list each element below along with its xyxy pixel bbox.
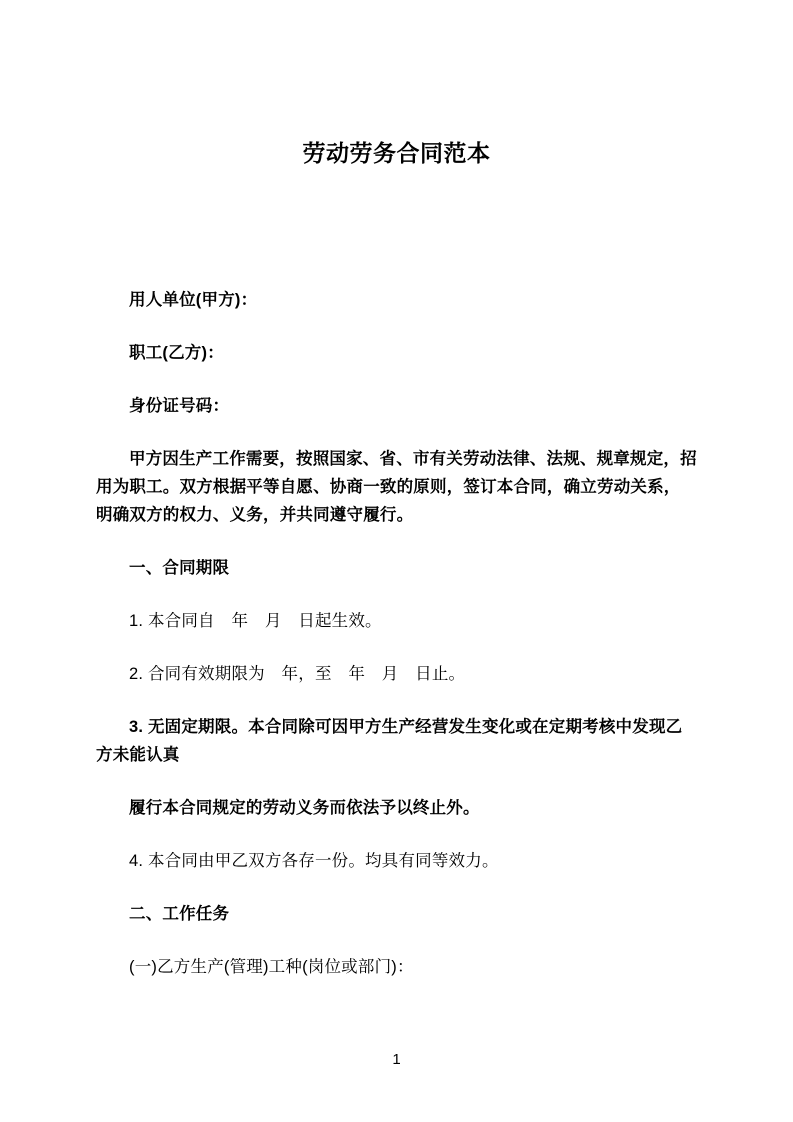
work-task-item-1: (一)乙方生产(管理)工种(岗位或部门)：: [129, 958, 414, 976]
document-title: 劳动劳务合同范本: [302, 140, 491, 166]
field-party-b-label: 职工(乙方)：: [129, 344, 224, 362]
contract-term-item-1: 1. 本合同自 年 月 日起生效。: [129, 612, 382, 630]
contract-term-item-3-continuation: 履行本合同规定的劳动义务而依法予以终止外。: [129, 799, 480, 817]
field-id-number-label: 身份证号码：: [129, 397, 230, 415]
contract-term-item-3: 3. 无固定期限。本合同除可因甲方生产经营发生变化或在定期考核中发现乙方未能认真: [96, 718, 683, 764]
contract-term-item-4: 4. 本合同由甲乙双方各存一份。均具有同等效力。: [129, 852, 499, 870]
page-number: 1: [392, 1051, 401, 1068]
intro-paragraph: 甲方因生产工作需要，按照国家、省、市有关劳动法律、法规、规章规定，招用为职工。双方根据平等自愿、协商一致的原则，签订本合同，确立劳动关系，明确双方的权力、义务，并共同遵守履行。: [96, 450, 697, 524]
section-1-heading: 一、合同期限: [129, 559, 230, 577]
section-2-heading: 二、工作任务: [129, 905, 230, 923]
contract-term-item-2: 2. 合同有效期限为 年，至 年 月 日止。: [129, 665, 466, 683]
field-party-a-label: 用人单位(甲方)：: [129, 291, 258, 309]
